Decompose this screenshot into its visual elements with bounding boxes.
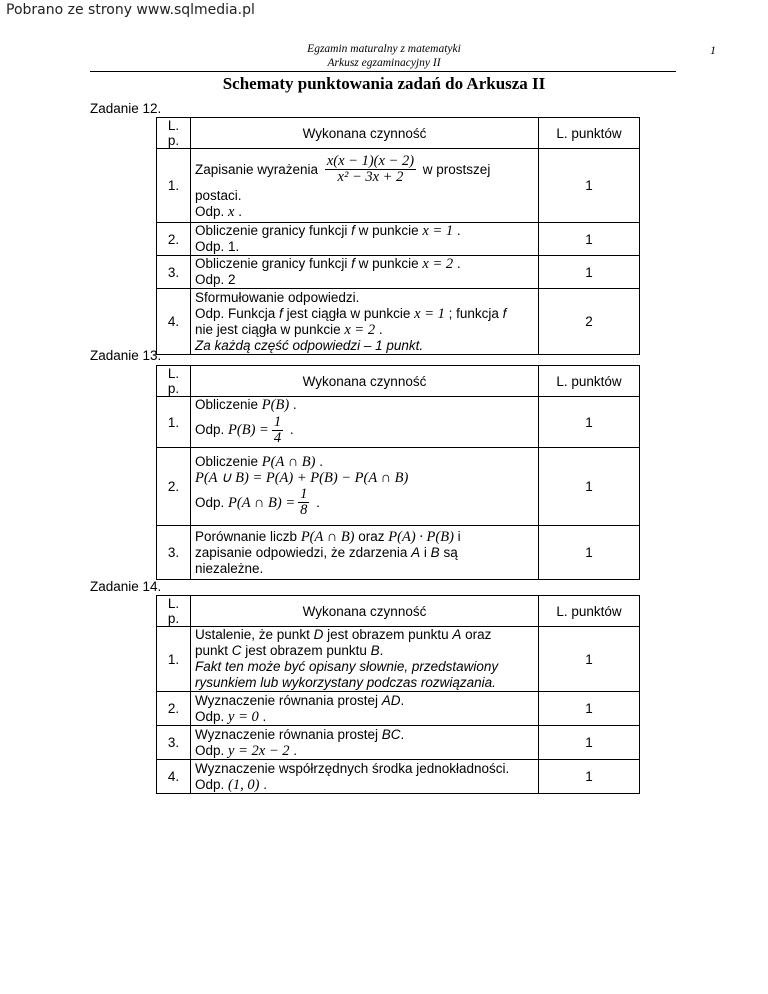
math: P(A) · P(B): [388, 528, 454, 545]
text: jest ciągła w punkcie: [282, 305, 415, 321]
activity-cell: [191, 627, 539, 692]
math: x = 2: [344, 321, 376, 338]
text: Wyznaczenie równania prostej: [195, 692, 382, 708]
fraction: [272, 415, 283, 446]
text: i: [453, 528, 461, 544]
math: x = 1: [422, 223, 454, 239]
text: Odp. 2: [195, 272, 236, 287]
text: .: [289, 397, 297, 412]
math: f: [502, 305, 507, 321]
math: x: [228, 203, 235, 220]
activity-cell: [191, 256, 539, 289]
text: Obliczenie granicy funkcji: [195, 256, 352, 271]
task-12-label: Zadanie 12.: [90, 101, 162, 116]
text: Odp.: [195, 494, 229, 510]
row-number: 1.: [157, 397, 191, 448]
text: Obliczenie: [195, 453, 262, 469]
text: Sformułowanie odpowiedzi.: [195, 289, 360, 305]
scoring-note: rysunkiem lub wykorzystany podczas rozwiązania.: [195, 675, 496, 690]
math: P(A ∩ B): [300, 528, 355, 545]
text: .: [289, 742, 297, 758]
activity-cell: [191, 448, 539, 526]
activity-cell: [191, 149, 539, 223]
exam-header-line1: Egzamin maturalny z matematyki: [307, 43, 461, 55]
text: w punkcie: [354, 256, 423, 271]
lp-header: L. p.: [157, 596, 191, 627]
header-rule: [90, 71, 676, 72]
task-13-table: [156, 365, 640, 580]
math: BC: [381, 726, 401, 742]
points-header: L. punktów: [539, 366, 640, 397]
text: Odp.: [195, 708, 229, 724]
points-header: L. punktów: [539, 118, 640, 149]
math: x = 2: [422, 256, 454, 272]
text: .: [453, 256, 461, 271]
table-row: [157, 760, 640, 794]
row-number: 4.: [157, 760, 191, 794]
activity-cell: [191, 223, 539, 256]
table-row: [157, 256, 640, 289]
text: w prostszej: [422, 161, 491, 177]
text: jest obrazem punktu: [241, 643, 371, 658]
text: Wyznaczenie równania prostej: [195, 726, 382, 742]
math: P(B): [261, 397, 290, 413]
activity-cell: [191, 760, 539, 794]
text: .: [312, 494, 320, 510]
activity-header: Wykonana czynność: [191, 118, 539, 149]
row-number: 3.: [157, 256, 191, 289]
points-value: 1: [539, 692, 640, 726]
activity-cell: [191, 726, 539, 760]
row-number: 3.: [157, 726, 191, 760]
text: Odp.: [195, 422, 229, 437]
points-value: 1: [539, 397, 640, 448]
activity-cell: [191, 692, 539, 726]
page-title: Schematy punktowania zadań do Arkusza II: [222, 74, 546, 93]
math: B: [430, 544, 440, 560]
text: .: [379, 643, 384, 658]
text: Ustalenie, że punkt: [195, 627, 314, 642]
text: postaci.: [195, 187, 242, 203]
text: Zapisanie wyrażenia: [195, 161, 319, 177]
text: Obliczenie: [195, 397, 262, 412]
text: Obliczenie granicy funkcji: [195, 223, 352, 238]
activity-cell: [191, 397, 539, 448]
lp-header: L. p.: [157, 118, 191, 149]
table-header-row: [157, 366, 640, 397]
activity-header: Wykonana czynność: [191, 366, 539, 397]
text: zapisanie odpowiedzi, że zdarzenia: [195, 544, 412, 560]
task-12-table: [156, 117, 640, 355]
activity-cell: [191, 526, 539, 580]
math: D: [313, 627, 324, 642]
table-header-row: [157, 596, 640, 627]
text: .: [453, 223, 461, 238]
text: są: [439, 544, 458, 560]
math: y = 0: [228, 708, 259, 725]
points-value: 1: [539, 149, 640, 223]
text: .: [400, 692, 405, 708]
table-row: [157, 726, 640, 760]
math: AD: [381, 692, 401, 708]
text: w punkcie: [354, 223, 423, 238]
activity-header: Wykonana czynność: [191, 596, 539, 627]
exam-header-line2: Arkusz egzaminacyjny II: [327, 57, 441, 69]
row-number: 4.: [157, 289, 191, 355]
points-header: L. punktów: [539, 596, 640, 627]
table-row: [157, 223, 640, 256]
scoring-note: Fakt ten może być opisany słownie, przedstawiony: [195, 659, 499, 674]
text: Wyznaczenie współrzędnych środka jednokładności.: [195, 760, 510, 776]
points-value: 1: [539, 760, 640, 794]
text: Odp. Funkcja: [195, 305, 280, 321]
points-value: 1: [539, 726, 640, 760]
text: Odp.: [195, 776, 229, 792]
row-number: 3.: [157, 526, 191, 580]
task-14-table: [156, 595, 640, 794]
math: y = 2x − 2: [228, 742, 290, 759]
task-14-label: Zadanie 14.: [90, 579, 162, 594]
math: A: [411, 544, 421, 560]
fraction: [298, 487, 309, 518]
fraction-numerator: 1: [300, 486, 308, 503]
fraction-denominator: 8: [300, 502, 308, 519]
text: .: [234, 203, 242, 219]
table-row: [157, 448, 640, 526]
lp-header: L. p.: [157, 366, 191, 397]
text: i: [420, 544, 431, 560]
fraction: [325, 154, 416, 185]
table-header-row: [157, 118, 640, 149]
fraction-numerator: x(x − 1)(x − 2): [326, 153, 415, 170]
fraction-denominator: 4: [273, 429, 282, 446]
text: jest obrazem punktu: [323, 627, 453, 642]
table-row: [157, 526, 640, 580]
text: Odp.: [195, 203, 229, 219]
math: f: [279, 305, 283, 321]
row-number: 2.: [157, 223, 191, 256]
text: punkt: [195, 643, 232, 658]
points-value: 1: [539, 223, 640, 256]
row-number: 2.: [157, 448, 191, 526]
text: .: [400, 726, 405, 742]
math: P(A ∩ B): [261, 453, 316, 470]
math: f: [351, 256, 355, 271]
fraction-numerator: 1: [273, 413, 282, 430]
math: A: [452, 627, 462, 642]
text: ; funkcja: [444, 305, 503, 321]
table-row: [157, 397, 640, 448]
page-number: 1: [710, 43, 716, 57]
points-value: 1: [539, 448, 640, 526]
table-row: [157, 692, 640, 726]
text: oraz: [354, 528, 389, 544]
points-value: 1: [539, 627, 640, 692]
math: (1, 0): [228, 776, 260, 793]
text: .: [259, 776, 267, 792]
points-value: 2: [539, 289, 640, 355]
points-value: 1: [539, 256, 640, 289]
row-number: 1.: [157, 149, 191, 223]
math: f: [351, 223, 355, 238]
activity-cell: [191, 289, 539, 355]
fraction-denominator: x² − 3x + 2: [337, 169, 404, 186]
text: .: [315, 453, 324, 469]
watermark: Pobrano ze strony www.sqlmedia.pl: [6, 2, 255, 18]
row-number: 1.: [157, 627, 191, 692]
task-13-label: Zadanie 13.: [90, 348, 162, 363]
table-row: [157, 289, 640, 355]
text: Porównanie liczb: [195, 528, 301, 544]
text: Odp. 1.: [195, 239, 240, 254]
text: nie jest ciągła w punkcie: [195, 321, 345, 337]
table-row: [157, 149, 640, 223]
math: B: [370, 643, 380, 658]
scoring-note: Za każdą część odpowiedzi – 1 punkt.: [195, 337, 424, 353]
math: C: [231, 643, 242, 658]
union-formula: P(A ∪ B) = P(A) + P(B) − P(A ∩ B): [195, 469, 409, 486]
text: Odp.: [195, 742, 229, 758]
points-value: 1: [539, 526, 640, 580]
text: .: [375, 321, 383, 337]
math: P(B) =: [228, 422, 269, 438]
math: P(A ∩ B) =: [228, 494, 296, 511]
text: .: [258, 708, 267, 724]
table-row: [157, 627, 640, 692]
text: oraz: [461, 627, 492, 642]
math: x = 1: [414, 305, 445, 322]
text: niezależne.: [195, 560, 264, 576]
text: .: [286, 422, 294, 437]
row-number: 2.: [157, 692, 191, 726]
